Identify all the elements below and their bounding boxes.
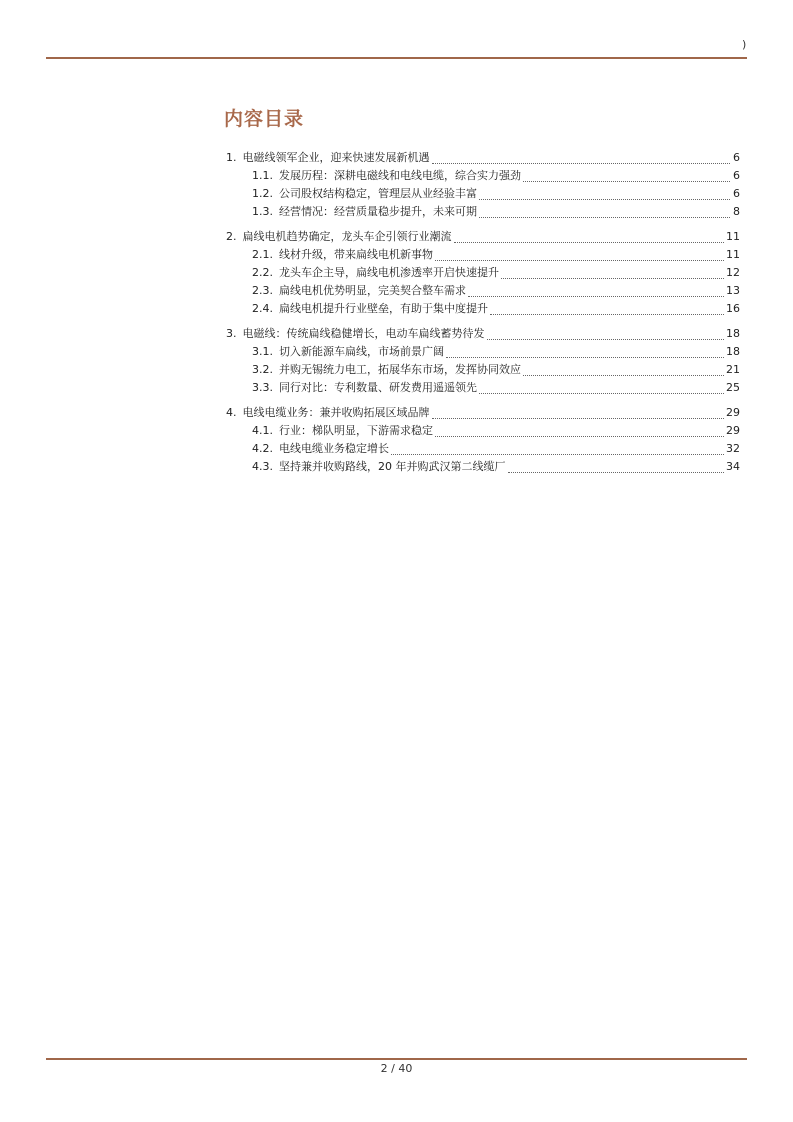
toc-entry-title: 电线电缆业务：兼并收购拓展区域品牌 <box>242 406 430 419</box>
toc-entry-title: 并购无锡统力电工，拓展华东市场，发挥协同效应 <box>279 363 521 376</box>
toc-entry-number: 3.3. <box>252 381 273 394</box>
toc-entry-page: 29 <box>726 406 740 419</box>
toc-entry-title: 扁线电机趋势确定，龙头车企引领行业潮流 <box>242 230 452 243</box>
toc-entry-page: 12 <box>726 266 740 279</box>
page-number: 2 / 40 <box>380 1062 413 1075</box>
toc-section <box>226 404 740 476</box>
toc-entry-page: 6 <box>733 169 740 182</box>
dot-leader <box>501 277 724 279</box>
toc-subentry[interactable] <box>226 203 740 221</box>
toc-entry-title: 发展历程：深耕电磁线和电线电缆，综合实力强劲 <box>279 169 521 182</box>
toc-entry-page: 6 <box>733 187 740 200</box>
toc-entry-page: 32 <box>726 442 740 455</box>
toc-entry[interactable] <box>226 228 740 246</box>
toc-entry-page: 18 <box>726 327 740 340</box>
toc-entry-number: 4. <box>226 406 237 419</box>
toc-entry-page: 29 <box>726 424 740 437</box>
toc-entry-title: 电磁线：传统扁线稳健增长，电动车扁线蓄势待发 <box>242 327 485 340</box>
toc-entry-title: 电磁线领军企业，迎来快速发展新机遇 <box>242 151 430 164</box>
footer-rule <box>46 1058 747 1060</box>
dot-leader <box>391 453 724 455</box>
toc-entry-title: 扁线电机优势明显，完美契合整车需求 <box>279 284 466 297</box>
toc-entry-page: 16 <box>726 302 740 315</box>
toc-entry[interactable] <box>226 404 740 422</box>
dot-leader <box>508 471 725 473</box>
toc-entry-title: 公司股权结构稳定，管理层从业经验丰富 <box>279 187 477 200</box>
toc-entry-page: 6 <box>733 151 740 164</box>
toc-entry-number: 1.1. <box>252 169 273 182</box>
toc-subentry[interactable] <box>226 343 740 361</box>
toc-entry-page: 18 <box>726 345 740 358</box>
toc-subentry[interactable] <box>226 422 740 440</box>
toc-entry-page: 11 <box>726 230 740 243</box>
toc-entry-page: 34 <box>726 460 740 473</box>
table-of-contents <box>226 149 740 483</box>
dot-leader <box>523 180 730 182</box>
dot-leader <box>523 374 724 376</box>
toc-section <box>226 149 740 221</box>
dot-leader <box>432 162 731 164</box>
toc-title: 内容目录 <box>224 108 305 130</box>
dot-leader <box>432 417 725 419</box>
toc-entry-number: 1. <box>226 151 237 164</box>
toc-section <box>226 325 740 397</box>
toc-entry-page: 25 <box>726 381 740 394</box>
dot-leader <box>454 241 725 243</box>
toc-entry-number: 4.2. <box>252 442 273 455</box>
toc-entry-page: 11 <box>726 248 740 261</box>
toc-subentry[interactable] <box>226 379 740 397</box>
dot-leader <box>479 198 730 200</box>
dot-leader <box>479 216 730 218</box>
toc-entry-number: 2. <box>226 230 237 243</box>
toc-entry-page: 8 <box>733 205 740 218</box>
toc-entry-number: 3.2. <box>252 363 273 376</box>
toc-entry-number: 3. <box>226 327 237 340</box>
dot-leader <box>490 313 724 315</box>
header-corner-mark: ) <box>742 38 747 51</box>
toc-entry-number: 3.1. <box>252 345 273 358</box>
toc-subentry[interactable] <box>226 440 740 458</box>
toc-entry-page: 13 <box>726 284 740 297</box>
toc-entry-number: 4.1. <box>252 424 273 437</box>
toc-entry-title: 扁线电机提升行业壁垒，有助于集中度提升 <box>279 302 488 315</box>
toc-entry-page: 21 <box>726 363 740 376</box>
toc-subentry[interactable] <box>226 361 740 379</box>
toc-entry-title: 经营情况：经营质量稳步提升，未来可期 <box>279 205 477 218</box>
toc-entry-title: 切入新能源车扁线，市场前景广阔 <box>279 345 444 358</box>
dot-leader <box>487 338 725 340</box>
dot-leader <box>435 435 724 437</box>
toc-entry-title: 坚持兼并收购路线，20 年并购武汉第二线缆厂 <box>279 460 506 473</box>
toc-subentry[interactable] <box>226 246 740 264</box>
toc-entry-number: 4.3. <box>252 460 273 473</box>
toc-subentry[interactable] <box>226 185 740 203</box>
toc-entry-title: 电线电缆业务稳定增长 <box>279 442 389 455</box>
toc-entry-title: 行业：梯队明显，下游需求稳定 <box>279 424 433 437</box>
toc-entry-number: 2.4. <box>252 302 273 315</box>
toc-subentry[interactable] <box>226 167 740 185</box>
toc-entry-title: 同行对比：专利数量、研发费用遥遥领先 <box>279 381 477 394</box>
toc-entry-number: 2.2. <box>252 266 273 279</box>
toc-entry-number: 2.3. <box>252 284 273 297</box>
toc-entry-number: 2.1. <box>252 248 273 261</box>
dot-leader <box>435 259 724 261</box>
toc-entry-number: 1.2. <box>252 187 273 200</box>
toc-entry-number: 1.3. <box>252 205 273 218</box>
toc-entry-title: 龙头车企主导，扁线电机渗透率开启快速提升 <box>279 266 499 279</box>
toc-entry[interactable] <box>226 149 740 167</box>
toc-subentry[interactable] <box>226 264 740 282</box>
toc-entry-title: 线材升级，带来扁线电机新事物 <box>279 248 433 261</box>
dot-leader <box>468 295 724 297</box>
toc-section <box>226 228 740 318</box>
toc-subentry[interactable] <box>226 282 740 300</box>
header-rule <box>46 57 747 59</box>
toc-subentry[interactable] <box>226 300 740 318</box>
toc-subentry[interactable] <box>226 458 740 476</box>
toc-entry[interactable] <box>226 325 740 343</box>
dot-leader <box>479 392 724 394</box>
dot-leader <box>446 356 724 358</box>
